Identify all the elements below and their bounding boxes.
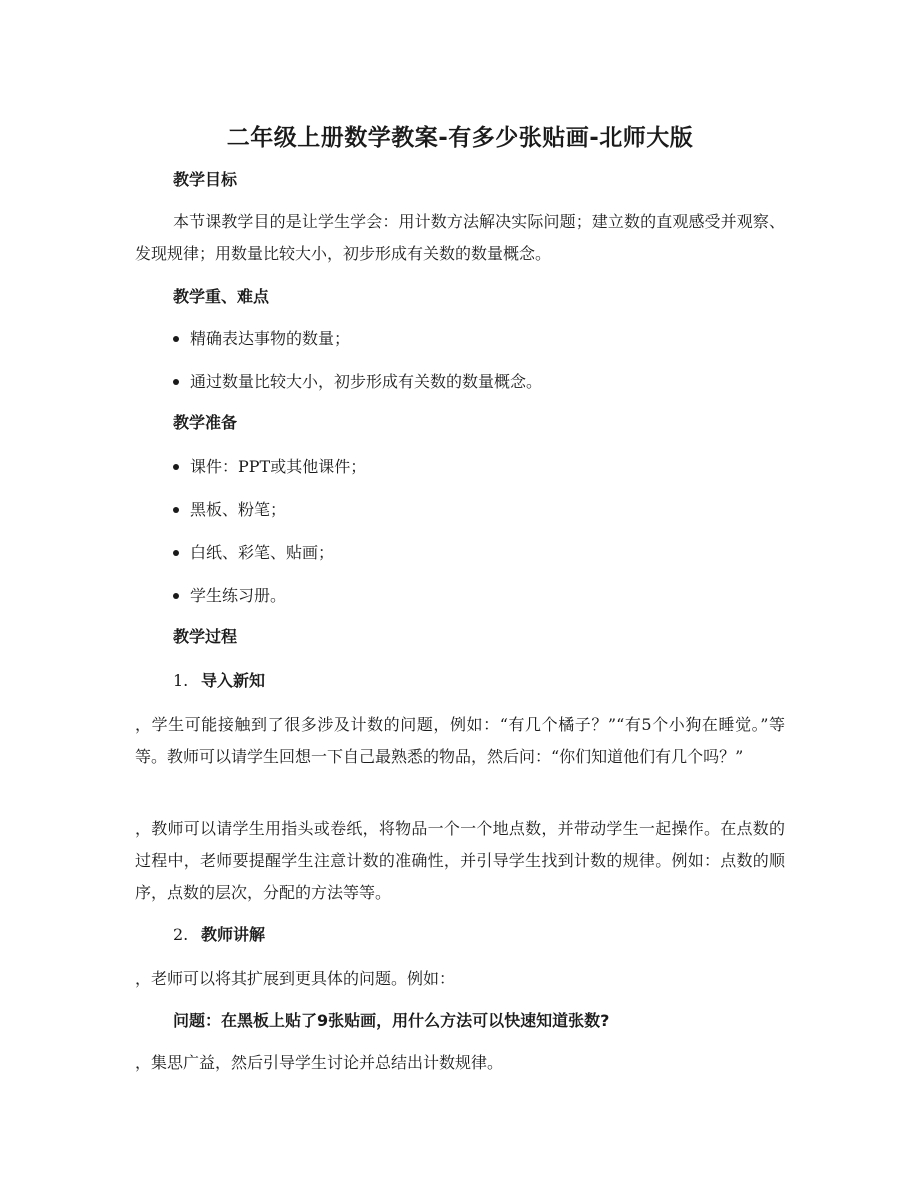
preparation-text: 课件：PPT或其他课件； [190,457,367,476]
step2-paragraph-2: ，集思广益，然后引导学生讨论并总结出计数规律。 [135,1053,504,1072]
process-heading: 教学过程 [173,627,238,646]
preparation-heading: 教学准备 [173,413,238,432]
step2-paragraph-1: ，老师可以将其扩展到更具体的问题。例如： [135,969,456,988]
bullet-icon [173,593,179,599]
key-points-heading: 教学重、难点 [173,287,270,306]
step1-paragraph-1: ，学生可能接触到了很多涉及计数的问题，例如：“有几个橘子？”“有5个小狗在睡觉。”等等。教师可以请学生回想一下自己最熟悉的物品，然后问：“你们知道他们有几个吗？” [135,715,785,766]
step1-title: 导入新知 [201,671,266,690]
objective-heading: 教学目标 [173,170,238,189]
step1-paragraph-2: ，教师可以请学生用指头或卷纸，将物品一个一个地点数，并带动学生一起操作。在点数的过程中，老师要提醒学生注意计数的准确性，并引导学生找到计数的规律。例如：点数的顺序，点数的层次，分配的方法等等。 [135,819,785,902]
step1-number: 1. [173,671,189,690]
step1-heading [173,669,265,693]
key-point-text: 通过数量比较大小，初步形成有关数的数量概念。 [190,372,543,391]
bullet-icon [173,379,179,385]
step2-title: 教师讲解 [201,925,266,944]
bullet-icon [173,336,179,342]
key-point-item [173,370,542,394]
preparation-text: 白纸、彩笔、贴画； [190,543,335,562]
document-title: 二年级上册数学教案-有多少张贴画-北师大版 [226,125,694,151]
preparation-item [173,584,286,608]
preparation-item [173,498,286,522]
bullet-icon [173,550,179,556]
step2-heading [173,923,265,947]
bullet-icon [173,464,179,470]
key-point-text: 精确表达事物的数量； [190,329,351,348]
step2-question: 问题：在黑板上贴了9张贴画，用什么方法可以快速知道张数? [173,1011,610,1030]
step2-number: 2. [173,925,189,944]
objective-paragraph: 本节课教学目的是让学生学会：用计数方法解决实际问题；建立数的直观感受并观察、发现规律；用数量比较大小，初步形成有关数的数量概念。 [135,212,785,263]
preparation-item [173,541,334,565]
key-point-item [173,327,350,351]
preparation-text: 学生练习册。 [190,586,287,605]
preparation-item [173,455,366,479]
bullet-icon [173,507,179,513]
preparation-text: 黑板、粉笔； [190,500,287,519]
